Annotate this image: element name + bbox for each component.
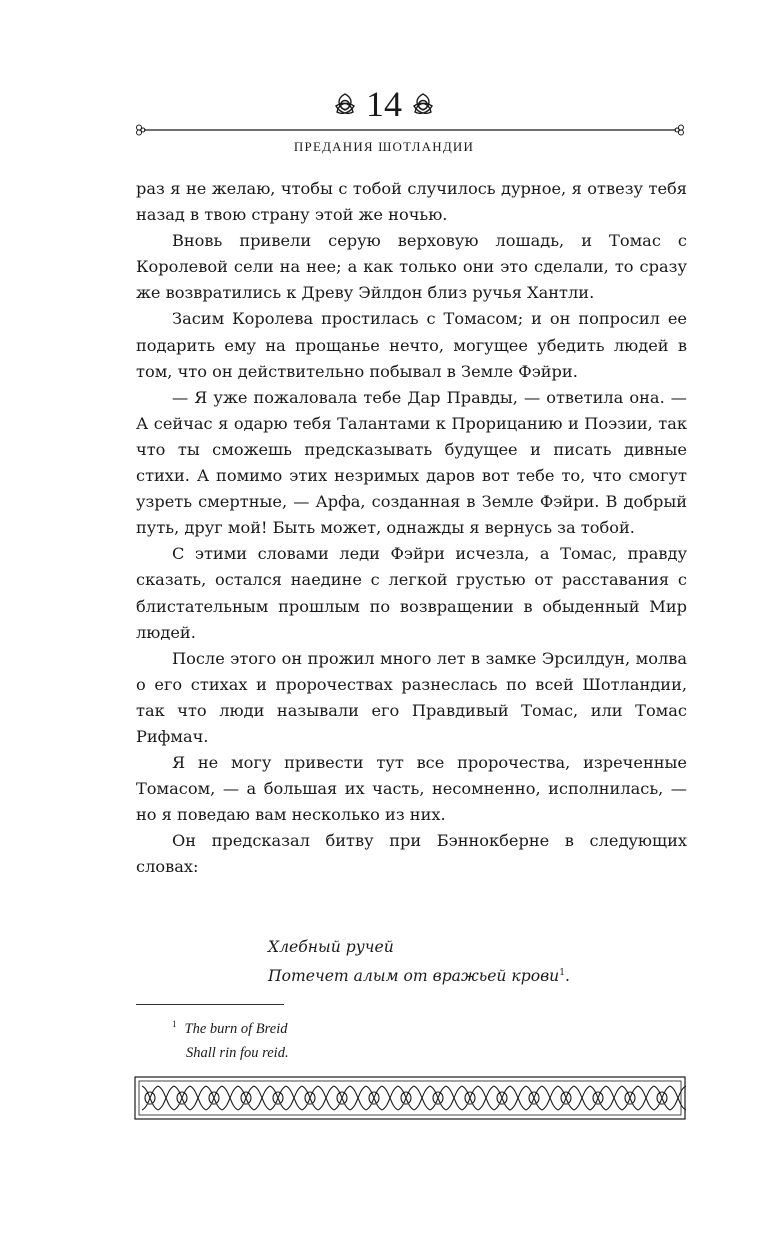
verse-line — [268, 960, 570, 989]
page-number: 14 — [366, 84, 402, 124]
verse-quote — [268, 934, 570, 989]
paragraph: — Я уже пожаловала тебе Дар Правды, — ответила она. — А сейчас я одарю тебя Талантами к Прорицанию и Поэзии, так что ты сможешь предсказывать будущее и писать дивные стихи. А помимо этих незримых даров вот тебе то, что смогут узреть смертные, — Арфа, созданная в Земле Фэйри. В добрый путь, друг мой! Быть может, однажды я вернусь за тобой. — [136, 387, 687, 538]
verse-line: Хлебный ручей — [268, 938, 394, 956]
footnote — [172, 1012, 289, 1065]
paragraph: Засим Королева простилась с Томасом; и он попросил ее подарить ему на прощанье нечто, могущее убедить людей в том, что он действительно побывал в Земле Фэйри. — [136, 309, 687, 381]
footnote-line — [172, 1012, 289, 1041]
celtic-knot-icon — [410, 91, 436, 117]
paragraph: После этого он прожил много лет в замке Эрсилдун, молва о его стихах и пророчествах разнеслась по всей Шотландии, так что люди называли его Правдивый Томас, или Томас Рифмач. — [136, 648, 687, 746]
footnote-mark: 1 — [172, 1019, 177, 1029]
celtic-knot-icon — [332, 91, 358, 117]
paragraph: Вновь привели серую верховую лошадь, и Томас с Королевой сели на нее; а как только они это сделали, то сразу же возвратились к Древу Эйлдон близ ручья Хантли. — [136, 231, 687, 303]
footnote-divider — [136, 1004, 284, 1005]
body-text — [136, 176, 687, 881]
header-rule — [134, 124, 686, 136]
interlace-pattern — [142, 1086, 686, 1110]
verse-end-punct: . — [564, 967, 570, 986]
page-header — [0, 84, 768, 124]
celtic-interlace-border — [134, 1076, 686, 1120]
footnote-text: The burn of Breid — [184, 1020, 288, 1037]
footnote-reference[interactable]: 1 — [559, 968, 565, 978]
paragraph: Я не могу привести тут все пророчества, изреченные Томасом, — а большая их часть, несомненно, исполнилась, — но я поведаю вам несколько из них. — [136, 753, 687, 825]
footnote-line: Shall rin fou reid. — [186, 1044, 289, 1061]
paragraph: раз я не желаю, чтобы с тобой случилось дурное, я отвезу тебя назад в твою страну этой же ночью. — [136, 179, 687, 225]
running-head: ПРЕДАНИЯ ШОТЛАНДИИ — [293, 139, 475, 154]
rule-end-left-icon — [137, 125, 146, 135]
paragraph: Он предсказал битву при Бэннокберне в следующих словах: — [136, 831, 687, 877]
paragraph: С этими словами леди Фэйри исчезла, а Томас, правду сказать, остался наедине с легкой грустью от расставания с блистательным прошлым по возвращении в обыденный Мир людей. — [136, 544, 687, 642]
verse-line-text: Потечет алым от вражьей крови — [268, 967, 560, 986]
rule-end-right-icon — [675, 125, 684, 135]
